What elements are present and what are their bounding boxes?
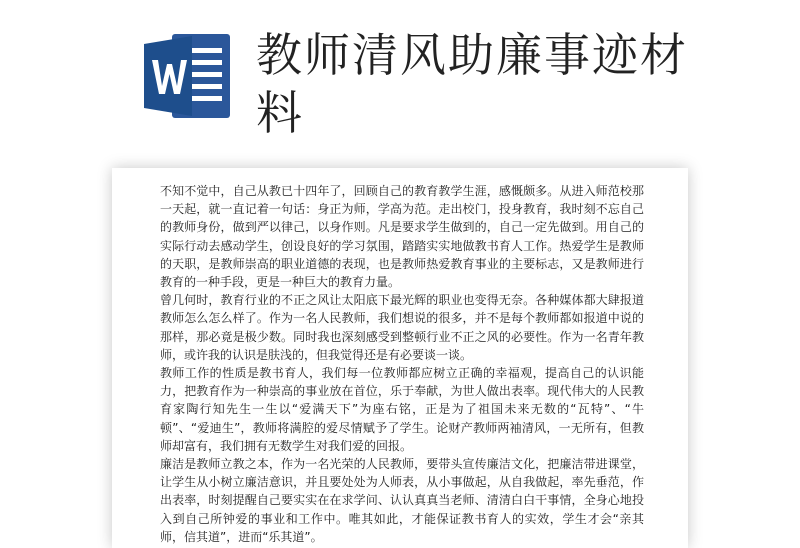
document-page xyxy=(112,168,688,548)
paragraph-1: 不知不觉中，自己从教已十四年了，回顾自己的教育教学生涯，感慨颇多。从进入师范校那一天起，就一直记着一句话：身正为师，学高为范。走出校门，投身教育，我时刻不忘自己的教师身份，做到严以律己，以身作则。凡是要求学生做到的，自己一定先做到。用自己的实际行动去感动学生，创设良好的学习氛围，踏踏实实地做教书育人工作。热爱学生是教师的天职，是教师崇高的职业道德的表现，也是教师热爱教育事业的主要标志，又是教师进行教育的一种手段，更是一种巨大的教育力量。 xyxy=(160,184,644,290)
paragraph-4: 廉洁是教师立教之本，作为一名光荣的人民教师，要带头宣传廉洁文化，把廉洁带进课堂，让学生从小树立廉洁意识，并且要处处为人师表，从小事做起，从自我做起，率先垂范，作出表率，时刻提醒自己要实实在在求学问、认认真真当老师、清清白白干事情，全身心地投入到自己所钟爱的事业和工作中。唯其如此，才能保证教书育人的实效，学生才会“亲其师，信其道”，进而“乐其道”。 xyxy=(160,457,644,544)
word-icon xyxy=(142,28,232,124)
document-body xyxy=(160,182,644,546)
paragraph-2: 曾几何时，教育行业的不正之风让太阳底下最光辉的职业也变得无奈。各种媒体都大肆报道教师怎么怎么样了。作为一名人民教师，我们想说的很多，并不是每个教师都如报道中说的那样，那必竟是极少数。同时我也深刻感受到整顿行业不正之风的必要性。作为一名青年教师，或许我的认识是肤浅的，但我觉得还是有必要谈一谈。 xyxy=(160,293,644,362)
paragraph-3: 教师工作的性质是教书育人，我们每一位教师都应树立正确的幸福观，提高自己的认识能力，把教育作为一种崇高的事业放在首位，乐于奉献，为世人做出表率。现代伟大的人民教育家陶行知先生一生以“爱满天下”为座右铭，正是为了祖国未来无数的“瓦特”、“牛顿”、“爱迪生”，教师将满腔的爱尽情赋予了学生。论财产教师两袖清风，一无所有，但教师却富有，我们拥有无数学生对我们爱的回报。 xyxy=(160,366,644,453)
document-title: 教师清风助廉事迹材料 xyxy=(256,28,688,140)
document-header xyxy=(0,0,800,150)
